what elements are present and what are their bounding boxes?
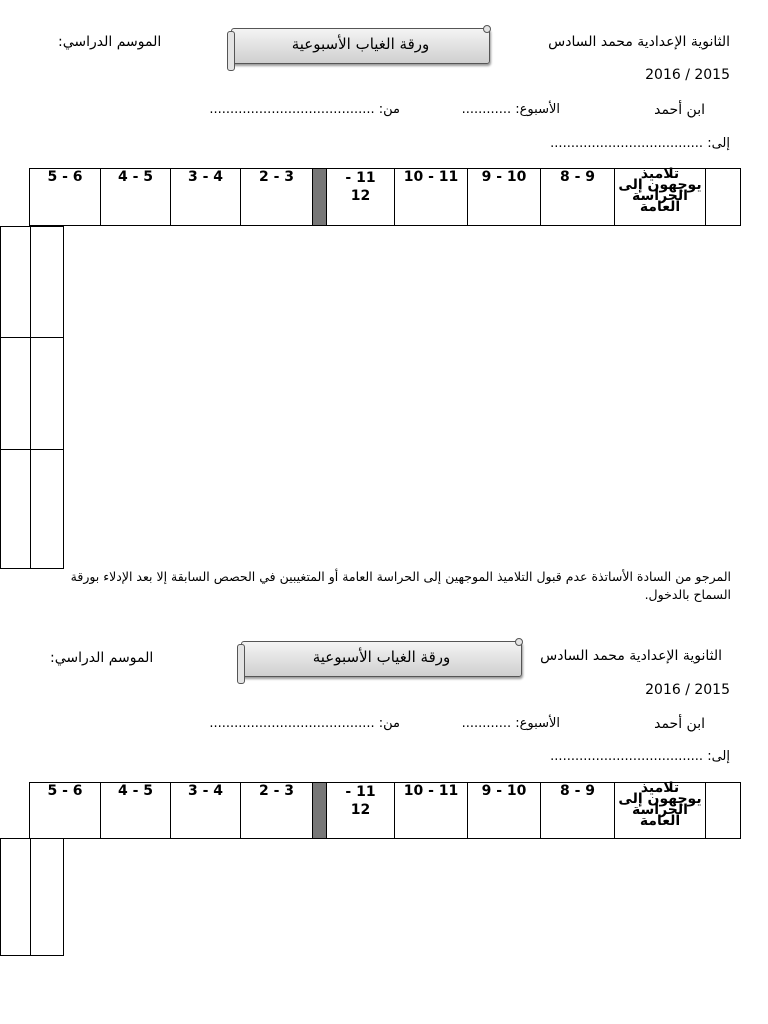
col-empty bbox=[706, 169, 741, 226]
school-name: الثانوية الإعدادية محمد السادس bbox=[548, 34, 730, 50]
side-cell bbox=[0, 226, 31, 338]
col-3-4: 3 - 4 bbox=[171, 169, 241, 226]
col-empty bbox=[706, 783, 741, 839]
to-field: إلى: ..................................... bbox=[550, 749, 730, 764]
school-name: الثانوية الإعدادية محمد السادس bbox=[540, 648, 722, 664]
sheet-title-banner bbox=[241, 641, 522, 677]
week-field: الأسبوع: ............ bbox=[461, 102, 560, 117]
sheet-title: ورقة الغياب الأسبوعية bbox=[291, 35, 430, 53]
col-9-10: 9 - 10 bbox=[468, 169, 541, 226]
col-2-3: 2 - 3 bbox=[241, 783, 313, 839]
col-break bbox=[313, 169, 327, 226]
col-10-11: 10 - 11 bbox=[395, 169, 468, 226]
to-field: إلى: ..................................... bbox=[550, 136, 730, 151]
col-11-12: - 11 12 bbox=[327, 169, 395, 226]
week-field: الأسبوع: ............ bbox=[461, 716, 560, 731]
col-3-4: 3 - 4 bbox=[171, 783, 241, 839]
side-cell bbox=[0, 838, 31, 956]
school-year: 2016 / 2015 bbox=[645, 67, 730, 83]
sheet-title-banner bbox=[231, 28, 490, 64]
side-cell bbox=[0, 337, 31, 450]
col-11-12: - 11 12 bbox=[327, 783, 395, 839]
col-break bbox=[313, 783, 327, 839]
season-label: الموسم الدراسي: bbox=[50, 650, 154, 666]
col-students-directed: تلاميذ يوجهون إلى الحراسة العامة bbox=[615, 169, 706, 226]
side-cell bbox=[30, 449, 64, 569]
from-field: من: ........................................ bbox=[209, 102, 400, 117]
col-9-10: 9 - 10 bbox=[468, 783, 541, 839]
season-label: الموسم الدراسي: bbox=[58, 34, 162, 50]
side-cell bbox=[30, 838, 64, 956]
col-5-6: 5 - 6 bbox=[30, 169, 101, 226]
col-5-6: 5 - 6 bbox=[30, 783, 101, 839]
col-4-5: 4 - 5 bbox=[101, 169, 171, 226]
side-cell bbox=[30, 337, 64, 450]
schedule-header-table bbox=[29, 782, 741, 839]
location: ابن أحمد bbox=[654, 102, 705, 118]
side-cell bbox=[30, 226, 64, 338]
schedule-header-table bbox=[29, 168, 741, 226]
sheet-title: ورقة الغياب الأسبوعية bbox=[312, 648, 451, 666]
col-10-11: 10 - 11 bbox=[395, 783, 468, 839]
col-4-5: 4 - 5 bbox=[101, 783, 171, 839]
side-cell bbox=[0, 449, 31, 569]
col-students-directed: تلاميذ يوجهون إلى الحراسة العامة bbox=[615, 783, 706, 839]
from-field: من: ........................................ bbox=[209, 716, 400, 731]
school-year: 2016 / 2015 bbox=[645, 682, 730, 698]
col-8-9: 8 - 9 bbox=[541, 783, 615, 839]
col-8-9: 8 - 9 bbox=[541, 169, 615, 226]
col-2-3: 2 - 3 bbox=[241, 169, 313, 226]
location: ابن أحمد bbox=[654, 716, 705, 732]
note-text: المرجو من السادة الأساتذة عدم قبول التلاميذ الموجهين إلى الحراسة العامة أو المتغيبين في الحصص السابقة إلا بعد الإدلاء بورقة السماح بالدخول. bbox=[70, 569, 731, 602]
